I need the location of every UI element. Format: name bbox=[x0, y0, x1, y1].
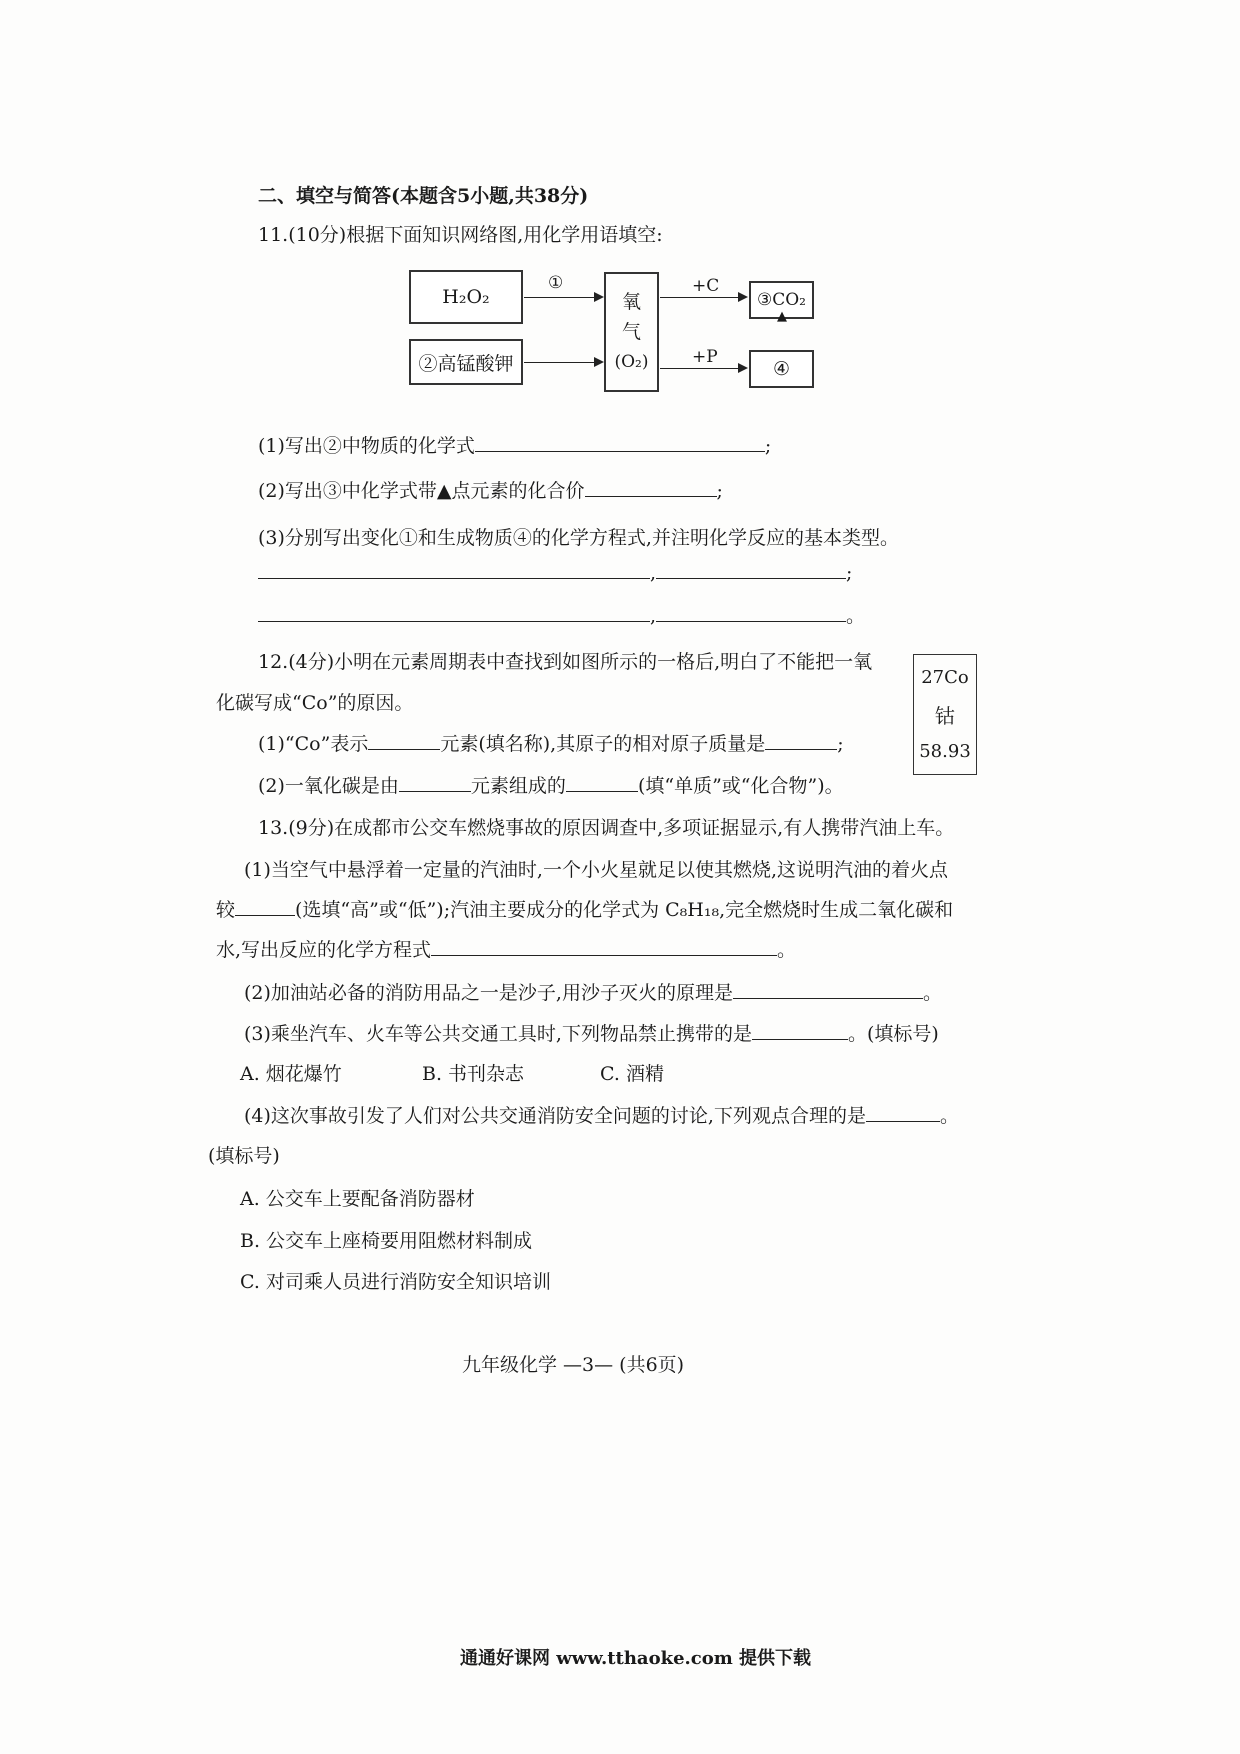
q11-answer-row-2: , 。 bbox=[258, 603, 865, 629]
q12-sub2 bbox=[258, 773, 844, 799]
q12-stem-b: 化碳写成“Co”的原因。 bbox=[216, 692, 414, 714]
q13-sand-blank[interactable] bbox=[733, 980, 923, 999]
label-1: ① bbox=[548, 273, 564, 293]
arrow-oxygen-to-co2 bbox=[660, 297, 746, 298]
element-cell bbox=[913, 654, 977, 775]
q13-sub1-b bbox=[216, 897, 953, 923]
arrow-kmno4-to-oxygen bbox=[524, 362, 602, 363]
oxygen-char-2: 气 bbox=[621, 321, 641, 343]
q13-stem: 13.(9分)在成都市公交车燃烧事故的原因调查中,多项证据显示,有人携带汽油上车。 bbox=[258, 817, 955, 839]
q13-sub3-tail: 。(填标号) bbox=[847, 1023, 939, 1045]
element-name: 钴 bbox=[935, 704, 955, 728]
q11-sub2: (2)写出③中化学式带▲点元素的化合价 ; bbox=[258, 480, 723, 502]
q11-sub1-text: (1)写出②中物质的化学式 bbox=[258, 435, 475, 457]
q11-sub1: (1)写出②中物质的化学式 ; bbox=[258, 435, 772, 457]
equation-blank-1[interactable] bbox=[258, 560, 650, 579]
label-plus-c: +C bbox=[692, 276, 720, 296]
q13-opt3-c: C. 酒精 bbox=[600, 1063, 664, 1085]
q12-sub2-text-c: (填“单质”或“化合物”)。 bbox=[637, 775, 844, 797]
q11-stem: 11.(10分)根据下面知识网络图,用化学用语填空: bbox=[258, 224, 663, 246]
q13-forbidden-blank[interactable] bbox=[752, 1021, 848, 1040]
q13-sub1-a: (1)当空气中悬浮着一定量的汽油时,一个小火星就足以使其燃烧,这说明汽油的着火点 bbox=[244, 859, 948, 881]
q13-sub1-b1: 较 bbox=[216, 899, 236, 921]
q12-sub1-text-b: 元素(填名称),其原子的相对原子质量是 bbox=[440, 733, 766, 755]
q13-opt4-c: C. 对司乘人员进行消防安全知识培训 bbox=[240, 1271, 551, 1293]
q11-sub2-text: (2)写出③中化学式带▲点元素的化合价 bbox=[258, 480, 585, 502]
q13-sub4-tail: (填标号) bbox=[208, 1145, 280, 1167]
type-blank-1[interactable] bbox=[656, 560, 846, 579]
section-title: 二、填空与简答(本题含5小题,共38分) bbox=[258, 185, 589, 207]
q13-sub1-c-text: 水,写出反应的化学方程式 bbox=[216, 939, 432, 961]
q13-sub4-text: (4)这次事故引发了人们对公共交通消防安全问题的讨论,下列观点合理的是 bbox=[244, 1105, 866, 1127]
q12-sub1: (1)“Co”表示 元素(填名称),其原子的相对原子质量是 ; bbox=[258, 733, 844, 755]
box-4: ④ bbox=[749, 350, 814, 388]
download-credit: 通通好课网 www.tthaoke.com 提供下载 bbox=[460, 1648, 812, 1669]
q12-sub2-text-a: (2)一氧化碳是由 bbox=[258, 775, 399, 797]
q13-sub2: (2)加油站必备的消防用品之一是沙子,用沙子灭火的原理是 。 bbox=[244, 982, 942, 1004]
page-footer: 九年级化学 —3— (共6页) bbox=[462, 1354, 685, 1376]
co2-box: ③CO₂ bbox=[749, 281, 814, 319]
q13-opt4-a: A. 公交车上要配备消防器材 bbox=[240, 1188, 475, 1210]
q11-answer-row-1: , ; bbox=[258, 560, 852, 586]
q13-opt3-b: B. 书刊杂志 bbox=[422, 1063, 525, 1085]
kmno4-box: ②高锰酸钾 bbox=[409, 339, 523, 385]
q13-equation-blank[interactable] bbox=[431, 937, 777, 956]
oxygen-formula: (O₂) bbox=[614, 352, 649, 372]
q12-sub2-text-b: 元素组成的 bbox=[470, 775, 566, 797]
q13-sub1-c: 水,写出反应的化学方程式 。 bbox=[216, 939, 797, 961]
q13-opt3-a: A. 烟花爆竹 bbox=[240, 1063, 342, 1085]
q13-ignition-blank[interactable] bbox=[235, 897, 295, 916]
q11-sub2-blank[interactable] bbox=[585, 478, 717, 497]
element-number-symbol: 27Co bbox=[921, 667, 969, 688]
equation-blank-2[interactable] bbox=[258, 603, 650, 622]
q13-sub1-b2: (选填“高”或“低”);汽油主要成分的化学式为 C₈H₁₈,完全燃烧时生成二氧化碳和 bbox=[295, 899, 954, 921]
q13-sub3 bbox=[244, 1021, 939, 1047]
h2o2-box: H₂O₂ bbox=[409, 270, 523, 324]
q13-sub3-text: (3)乘坐汽车、火车等公共交通工具时,下列物品禁止携带的是 bbox=[244, 1023, 752, 1045]
q13-sub4: (4)这次事故引发了人们对公共交通消防安全问题的讨论,下列观点合理的是 。 bbox=[244, 1105, 959, 1127]
q12-type-blank[interactable] bbox=[566, 773, 638, 792]
q12-elements-blank[interactable] bbox=[399, 773, 471, 792]
q11-sub1-blank[interactable] bbox=[475, 433, 765, 452]
triangle-marker: ▲ bbox=[777, 309, 787, 324]
arrow-oxygen-to-4 bbox=[660, 368, 746, 369]
q13-opt4-b: B. 公交车上座椅要用阻燃材料制成 bbox=[240, 1230, 533, 1252]
element-mass: 58.93 bbox=[919, 741, 971, 762]
oxygen-box bbox=[604, 272, 659, 392]
q13-reasonable-blank[interactable] bbox=[866, 1103, 940, 1122]
oxygen-char-1: 氧 bbox=[621, 291, 641, 313]
arrow-h2o2-to-oxygen bbox=[524, 297, 602, 298]
q12-mass-blank[interactable] bbox=[765, 731, 837, 750]
q12-sub1-text-a: (1)“Co”表示 bbox=[258, 733, 369, 755]
q13-sub2-text: (2)加油站必备的消防用品之一是沙子,用沙子灭火的原理是 bbox=[244, 982, 733, 1004]
q11-sub3: (3)分别写出变化①和生成物质④的化学方程式,并注明化学反应的基本类型。 bbox=[258, 527, 899, 549]
type-blank-2[interactable] bbox=[656, 603, 846, 622]
q12-element-name-blank[interactable] bbox=[368, 731, 440, 750]
label-plus-p: +P bbox=[692, 347, 718, 367]
q12-stem-a: 12.(4分)小明在元素周期表中查找到如图所示的一格后,明白了不能把一氧 bbox=[258, 651, 873, 673]
